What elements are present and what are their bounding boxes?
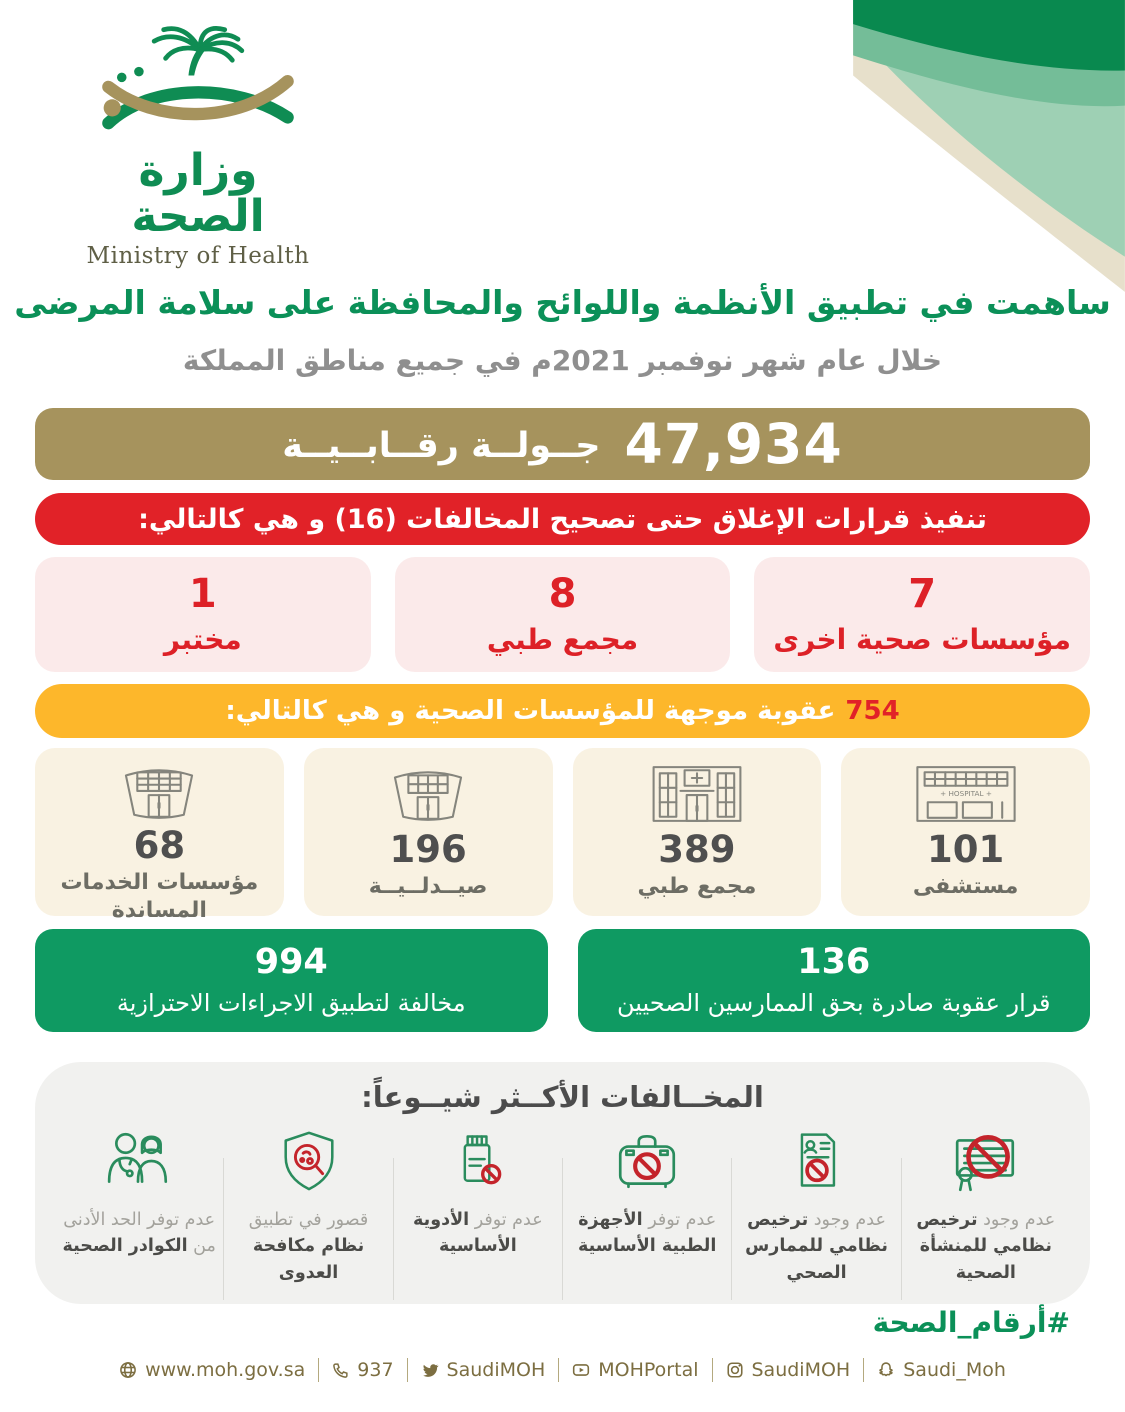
hospital-building-icon [914,761,1018,827]
decision-card-practitioner-penalties [578,929,1091,1032]
footer-link-call-center[interactable]: 937 [332,1359,393,1381]
violations-title: المخــالفات الأكــثر شيــوعاً: [361,1080,764,1114]
certificate-banned-icon [951,1126,1021,1194]
closure-card-medical-complex [395,557,731,672]
footer-link-instagram[interactable]: SaudiMOH [726,1359,851,1381]
facility-cards-row [35,748,1090,924]
divider [731,1158,732,1300]
instagram-icon [726,1361,744,1379]
medical-staff-icon [104,1126,174,1194]
common-violations-box [35,1062,1090,1304]
pharmacy-building-icon [380,761,476,827]
penalties-banner-text: عقوبة موجهة للمؤسسات الصحية و هي كالتالي: [225,696,836,726]
facility-card-medical-complex [573,748,822,916]
page-subtitle: خلال عام شهر نوفمبر 2021م في جميع مناطق المملكة [182,344,943,377]
divider [712,1358,713,1382]
penalties-count: 754 [845,696,900,726]
facility-card-pharmacy [304,748,553,916]
closure-label: مختبر [163,622,242,656]
medicine-bottle-banned-icon [446,1126,510,1194]
violation-infection-control [224,1126,392,1300]
facility-card-support-services [35,748,284,924]
violation-label: عدم وجود ترخيص نظامي للممارس الصحي [745,1210,888,1283]
divider [562,1158,563,1300]
penalties-banner [35,684,1090,738]
closures-banner: تنفيذ قرارات الإغلاق حتى تصحيح المخالفات (16) و هي كالتالي: [35,493,1090,545]
decision-card-precautionary-violations [35,929,548,1032]
violation-health-staff [55,1126,223,1300]
facility-label: مجمع طبي [637,873,757,899]
violation-label: عدم توفر الأدوية الأساسية [413,1210,543,1257]
footer-link-snapchat[interactable]: Saudi_Moh [877,1359,1006,1381]
infection-shield-icon [276,1126,342,1194]
phone-icon [332,1362,349,1379]
closure-count: 7 [908,570,937,617]
violation-label: عدم وجود ترخيص نظامي للمنشأة الصحية [916,1210,1056,1283]
violation-label: عدم توفر الأجهزة الطبية الأساسية [577,1210,717,1257]
facility-count: 389 [658,828,736,871]
closure-card-other-health-institutions [754,557,1090,672]
facility-label: صيــدلــيــة [368,873,488,899]
divider [901,1158,902,1300]
support-building-icon [111,761,207,823]
facility-card-hospital [841,748,1090,916]
globe-icon [119,1361,137,1379]
decision-label: مخالفة لتطبيق الاجراءات الاحترازية [116,988,466,1017]
divider [558,1358,559,1382]
facility-count: 196 [389,828,467,871]
footer-link-youtube[interactable]: MOHPortal [572,1359,698,1381]
facility-label: مستشفى [912,873,1019,899]
page-title: ساهمت في تطبيق الأنظمة واللوائح والمحافظة على سلامة المرضى [14,283,1111,322]
violations-row [35,1126,1090,1300]
medical-bag-banned-icon [612,1126,682,1194]
violation-label: قصور في تطبيق نظام مكافحة العدوى [248,1210,369,1283]
footer-link-website[interactable]: www.moh.gov.sa [119,1359,305,1381]
logo-arabic-wordmark: وزارة الصحة [131,145,265,243]
closure-count: 8 [548,570,577,617]
svg-text:+ HOSPITAL +: + HOSPITAL + [939,789,992,799]
closure-cards-row [35,557,1090,672]
tours-count: 47,934 [624,411,843,476]
license-document-banned-icon [785,1126,849,1194]
facility-count: 101 [927,828,1005,871]
snapchat-icon [877,1361,895,1379]
divider [863,1358,864,1382]
decision-count: 136 [797,941,871,982]
closure-count: 1 [188,570,217,617]
violation-basic-medications [394,1126,562,1300]
moh-logo [78,24,318,269]
divider [318,1358,319,1382]
closure-label: مؤسسات صحية اخرى [773,622,1071,656]
violation-medical-equipment [563,1126,731,1300]
decision-label: قرار عقوبة صادرة بحق الممارسين الصحيين [616,988,1051,1017]
facility-label: مؤسسات الخدمات المساندة [60,869,259,924]
closure-label: مجمع طبي [486,622,639,656]
decision-cards-row [35,929,1090,1032]
corner-ribbon-decoration [853,0,1125,312]
violation-label: عدم توفر الحد الأدنى من الكوادر الصحية [62,1210,216,1257]
divider [407,1358,408,1382]
violation-facility-license [902,1126,1070,1300]
decision-count: 994 [254,941,328,982]
footer-links [0,1358,1125,1382]
moh-palm-swords-icon [93,24,303,146]
divider [223,1158,224,1300]
youtube-icon [572,1361,590,1379]
facility-count: 68 [133,824,186,867]
clinic-building-icon [649,761,745,827]
logo-english-wordmark: Ministry of Health [86,243,310,270]
hashtag[interactable]: #أرقام_الصحة [872,1306,1070,1339]
tours-banner [35,408,1090,480]
closure-card-laboratory [35,557,371,672]
violation-practitioner-license [732,1126,900,1300]
footer-link-twitter[interactable]: SaudiMOH [421,1359,546,1381]
tours-label: جــولــة رقــابــيــة [282,426,601,466]
divider [393,1158,394,1300]
twitter-icon [421,1361,439,1379]
